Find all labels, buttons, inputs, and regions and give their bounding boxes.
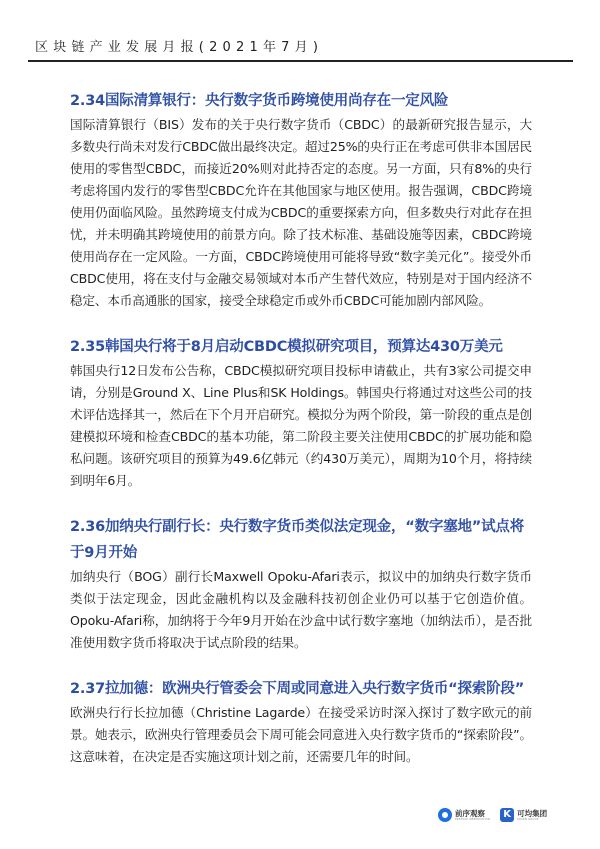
brand-preface-observation <box>438 808 490 822</box>
report-title: 区块链产业发展月报(2021年7月) <box>35 40 324 55</box>
section-body: 韩国央行12日发布公告称，CBDC模拟研究项目投标申请截止，共有3家公司提交申请，分别是Ground X、Line Plus和SK Holdings。韩国央行将通过对这些公司的技术评估选择其一，然后在下个月开启研究。模拟分为两个阶段，第一阶段的重点是创建模拟环境和检查CBDC的基本功能，第二阶段主要关注使用CBDC的扩展功能和隐私问题。该研究项目的预算为49.6亿韩元（约430万美元），周期为10个月，将持续到明年6月。 <box>70 363 532 488</box>
section-body: 欧洲央行行长拉加德（Christine Lagarde）在接受采访时深入探讨了数字欧元的前景。她表示，欧洲央行管理委员会下周可能会同意进入央行数字货币的“探索阶段”。这意味着，在决定是否实施这项计划之前，还需要几年的时间。 <box>70 705 532 764</box>
section-heading: 2.37拉加德：欧洲央行管委会下周或同意进入央行数字货币“探索阶段” <box>70 681 525 697</box>
section-body: 国际清算银行（BIS）发布的关于央行数字货币（CBDC）的最新研究报告显示，大多数央行尚未对发行CBDC做出最终决定。超过25%的央行正在考虑可供非本国居民使用的零售型CBDC，而接近20%则对此持否定的态度。另一方面，只有8%的央行考虑将国内发行的零售型CBDC允许在其他国家与地区使用。报告强调，CBDC跨境使用仍面临风险。虽然跨境支付成为CBDC的重要探索方向，但多数央行对此存在担忧，并未明确其跨境使用的前景方向。除了技术标准、基础设施等因素，CBDC跨境使用尚存在一定风险。一方面，CBDC跨境使用可能将导致“数字美元化”。接受外币CBDC使用，将在支付与金融交易领域对本币产生替代效应，特别是对于国内经济不稳定、本币高通胀的国家，接受全球稳定币或外币CBDC可能加剧内部风险。 <box>70 117 532 308</box>
brand-subtitle: KOSEN GROUP <box>517 817 539 821</box>
page-header <box>28 38 573 62</box>
brand-kosen-group <box>500 808 547 822</box>
brand-name: 可均集团 <box>517 808 548 818</box>
brand-name: 前序观察 <box>455 808 485 818</box>
brand-subtitle: PREFACE OBSERVATION <box>455 817 491 821</box>
header-divider <box>28 60 573 62</box>
brand-text <box>517 809 547 822</box>
news-section-2-35 <box>70 334 532 492</box>
news-section-2-34 <box>70 88 532 312</box>
section-body: 加纳央行（BOG）副行长Maxwell Opoku-Afari表示，拟议中的加纳央行数字货币类似于法定现金，因此金融机构以及金融科技初创企业仍可以基于它创造价值。Opoku-Afari称，加纳将于今年9月开始在沙盒中试行数字塞地（加纳法币），是否批准使用数字货币将取决于试点阶段的结果。 <box>70 569 532 650</box>
brand-text <box>455 809 490 822</box>
section-heading: 2.36加纳央行副行长：央行数字货币类似法定现金，“数字塞地”试点将于9月开始 <box>70 519 525 561</box>
article-content <box>70 88 532 790</box>
news-section-2-37 <box>70 676 532 768</box>
section-heading: 2.35韩国央行将于8月启动CBDC模拟研究项目，预算达430万美元 <box>70 339 503 355</box>
k-logo-icon: K <box>500 808 514 822</box>
q-logo-icon <box>438 808 452 822</box>
footer-logos <box>438 808 547 822</box>
news-section-2-36 <box>70 514 532 654</box>
section-heading: 2.34国际清算银行：央行数字货币跨境使用尚存在一定风险 <box>70 93 449 109</box>
